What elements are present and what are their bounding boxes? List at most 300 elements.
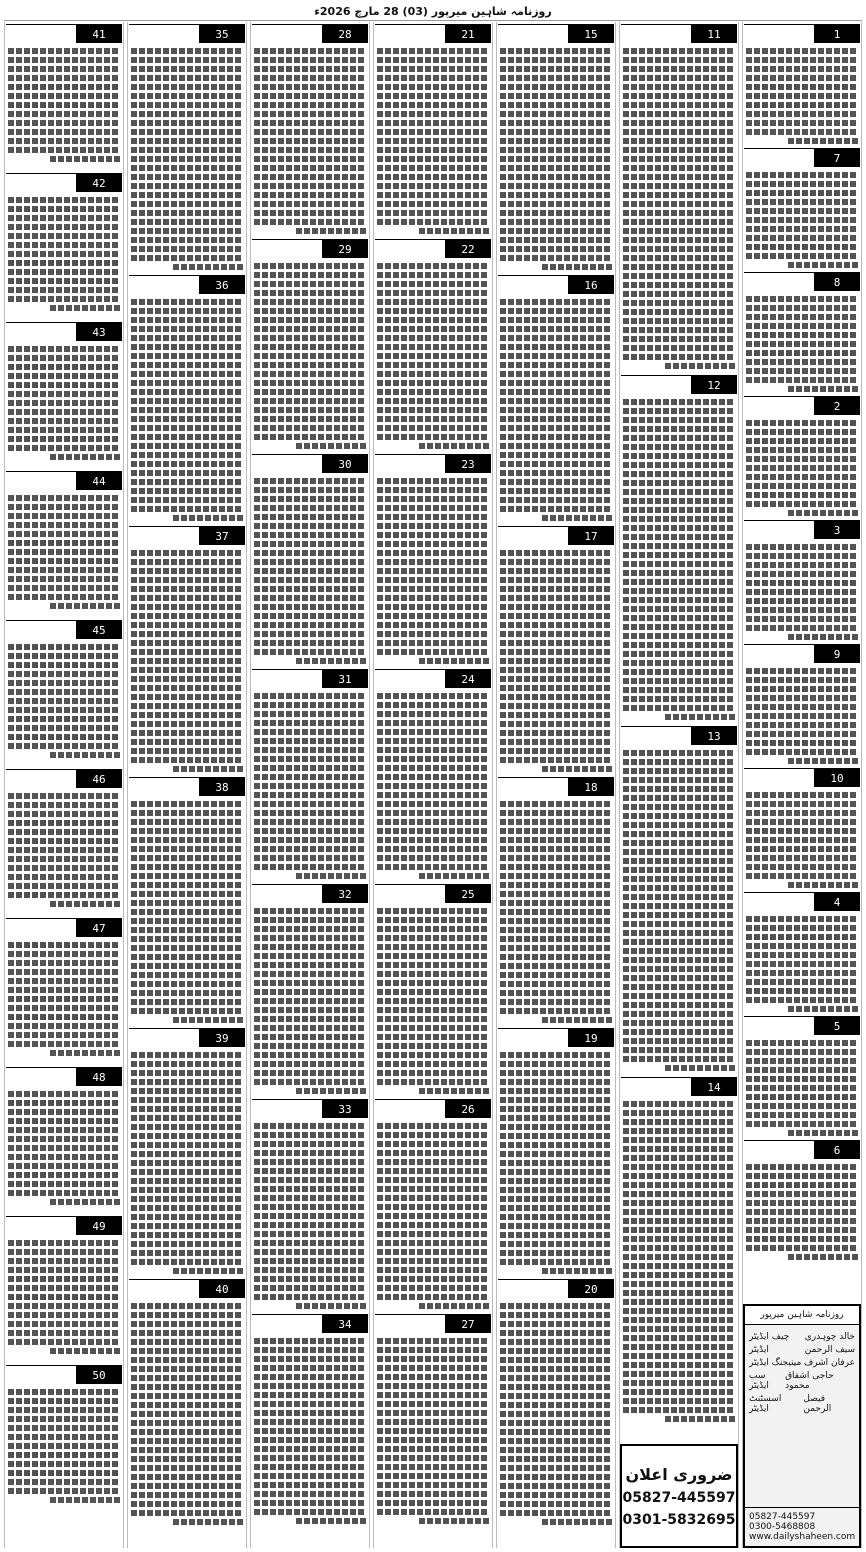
text-line (377, 1482, 489, 1488)
text-line (254, 1401, 366, 1407)
text-line (254, 1285, 366, 1291)
text-line (500, 757, 612, 763)
text-line (623, 543, 735, 549)
text-line (623, 309, 735, 315)
text-line (173, 766, 243, 772)
story-number-badge: 19 (568, 1029, 614, 1047)
text-line (8, 585, 120, 591)
text-line (254, 210, 366, 216)
story-number-badge: 6 (814, 1141, 860, 1159)
text-line (623, 894, 735, 900)
text-line (377, 183, 489, 189)
text-line (254, 1016, 366, 1022)
text-line (377, 201, 489, 207)
text-line (8, 874, 120, 880)
masthead-value: خالد چوہدری (804, 1332, 855, 1342)
text-line (623, 1155, 735, 1161)
text-line (623, 678, 735, 684)
story-number-badge: 8 (814, 273, 860, 291)
text-line (746, 979, 858, 985)
story-number-badge: 29 (322, 240, 368, 258)
text-line (131, 1151, 243, 1157)
text-line (500, 1106, 612, 1112)
text-line (254, 425, 366, 431)
text-line (131, 1366, 243, 1372)
text-line (377, 290, 489, 296)
text-line (623, 759, 735, 765)
text-line (500, 1429, 612, 1435)
text-line (254, 398, 366, 404)
story-number-badge: 36 (199, 276, 245, 294)
story-text-lines (375, 455, 491, 664)
text-line (746, 792, 858, 798)
text-line (131, 1348, 243, 1354)
story-text-lines (252, 670, 368, 879)
text-line (500, 1492, 612, 1498)
masthead-phone: 05827-445597 (749, 1512, 816, 1522)
text-line (746, 864, 858, 870)
text-line (500, 201, 612, 207)
text-line (131, 371, 243, 377)
text-line (254, 1034, 366, 1040)
text-line (500, 183, 612, 189)
text-line (623, 885, 735, 891)
text-line (377, 48, 489, 54)
text-line (746, 1094, 858, 1100)
text-line (50, 1050, 120, 1056)
text-line (623, 291, 735, 297)
text-line (500, 1393, 612, 1399)
text-line (131, 1465, 243, 1471)
text-line (419, 1303, 489, 1309)
text-line (500, 228, 612, 234)
story-text-lines (6, 323, 122, 460)
text-line (377, 864, 489, 870)
text-line (131, 1214, 243, 1220)
text-line (254, 389, 366, 395)
text-line (500, 102, 612, 108)
text-line (8, 1303, 120, 1309)
text-line (746, 1227, 858, 1233)
text-line (623, 237, 735, 243)
news-story (6, 1216, 122, 1363)
text-line (623, 273, 735, 279)
text-line (623, 264, 735, 270)
story-number-badge: 41 (76, 25, 122, 43)
text-line (623, 516, 735, 522)
text-line (131, 443, 243, 449)
text-line (131, 1052, 243, 1058)
text-line (131, 174, 243, 180)
stories (374, 24, 492, 1527)
text-line (500, 1339, 612, 1345)
story-text-lines (6, 174, 122, 311)
story-text-lines (129, 1280, 245, 1525)
text-line (500, 506, 612, 512)
text-line (254, 622, 366, 628)
text-line (377, 711, 489, 717)
text-line (788, 1254, 858, 1260)
text-line (8, 1407, 120, 1413)
text-line (254, 1141, 366, 1147)
text-line (623, 1227, 735, 1233)
text-line (131, 156, 243, 162)
story-number-badge: 22 (445, 240, 491, 258)
text-line (623, 282, 735, 288)
text-line (8, 734, 120, 740)
text-line (746, 447, 858, 453)
text-line (8, 793, 120, 799)
text-line (131, 855, 243, 861)
text-line (500, 192, 612, 198)
text-line (254, 729, 366, 735)
masthead-box (743, 1304, 861, 1548)
masthead-web[interactable]: www.dailyshaheen.com (749, 1532, 856, 1542)
story-text-lines (621, 727, 737, 1071)
text-line (746, 190, 858, 196)
text-line (623, 1020, 735, 1026)
text-line (746, 855, 858, 861)
text-line (254, 1150, 366, 1156)
story-text-lines (498, 527, 614, 772)
text-line (419, 1518, 489, 1524)
text-line (254, 532, 366, 538)
text-line (623, 921, 735, 927)
stories (128, 24, 246, 1528)
text-line (8, 838, 120, 844)
text-line (254, 326, 366, 332)
text-line (623, 669, 735, 675)
text-line (8, 120, 120, 126)
text-line (746, 1112, 858, 1118)
text-line (500, 712, 612, 718)
text-line (254, 819, 366, 825)
column-6 (127, 22, 247, 1548)
text-line (746, 483, 858, 489)
text-line (8, 206, 120, 212)
story-text-lines (375, 25, 491, 234)
text-line (500, 631, 612, 637)
masthead-row (749, 1332, 855, 1342)
text-line (377, 962, 489, 968)
text-line (500, 84, 612, 90)
text-line (8, 382, 120, 388)
text-line (377, 1159, 489, 1165)
text-line (50, 454, 120, 460)
text-line (8, 856, 120, 862)
text-line (131, 631, 243, 637)
text-line (623, 615, 735, 621)
text-line (8, 346, 120, 352)
text-line (500, 1474, 612, 1480)
text-line (8, 987, 120, 993)
story-text-lines (252, 1315, 368, 1524)
text-line (254, 290, 366, 296)
text-line (377, 1267, 489, 1273)
text-line (377, 1347, 489, 1353)
story-text-lines (375, 240, 491, 449)
story-text-lines (375, 1100, 491, 1309)
text-line (377, 1446, 489, 1452)
text-line (623, 1407, 735, 1413)
text-line (254, 93, 366, 99)
text-line (8, 540, 120, 546)
text-line (254, 738, 366, 744)
masthead-label: سب ایڈیٹر (749, 1371, 769, 1391)
story-text-lines (6, 472, 122, 609)
masthead-row (749, 1358, 855, 1368)
text-line (665, 1065, 735, 1071)
text-line (500, 882, 612, 888)
text-line (788, 634, 858, 640)
text-line (665, 363, 735, 369)
text-line (8, 1470, 120, 1476)
text-line (500, 111, 612, 117)
text-line (377, 1428, 489, 1434)
text-line (500, 694, 612, 700)
text-line (623, 210, 735, 216)
text-line (254, 559, 366, 565)
story-text-lines (129, 1029, 245, 1274)
text-line (131, 1250, 243, 1256)
masthead-label: مینیجنگ ایڈیٹر (749, 1358, 802, 1368)
text-line (500, 1312, 612, 1318)
text-line (8, 400, 120, 406)
text-line (131, 1357, 243, 1363)
text-line (623, 696, 735, 702)
text-line (623, 399, 735, 405)
text-line (623, 552, 735, 558)
text-line (254, 380, 366, 386)
text-line (542, 1017, 612, 1023)
text-line (500, 237, 612, 243)
text-line (254, 1195, 366, 1201)
news-story (129, 1279, 245, 1528)
text-line (623, 156, 735, 162)
text-line (623, 597, 735, 603)
text-line (131, 1196, 243, 1202)
text-line (377, 523, 489, 529)
text-line (500, 308, 612, 314)
text-line (623, 858, 735, 864)
text-line (746, 1076, 858, 1082)
text-line (131, 1402, 243, 1408)
text-line (377, 156, 489, 162)
text-line (623, 849, 735, 855)
text-line (377, 138, 489, 144)
text-line (8, 1109, 120, 1115)
text-line (377, 362, 489, 368)
text-line (377, 1034, 489, 1040)
text-line (254, 1374, 366, 1380)
text-line (296, 443, 366, 449)
text-line (377, 1061, 489, 1067)
text-line (8, 1005, 120, 1011)
text-line (377, 738, 489, 744)
text-line (500, 1187, 612, 1193)
text-line (500, 721, 612, 727)
text-line (665, 1416, 735, 1422)
news-story (621, 1077, 737, 1426)
text-line (377, 622, 489, 628)
text-line (131, 308, 243, 314)
story-number-badge: 39 (199, 1029, 245, 1047)
text-line (623, 1299, 735, 1305)
text-line (500, 93, 612, 99)
text-line (8, 820, 120, 826)
text-line (8, 287, 120, 293)
text-line (131, 810, 243, 816)
text-line (254, 774, 366, 780)
text-line (500, 1232, 612, 1238)
masthead-top: روزنامہ شاہین میرپور (745, 1306, 859, 1325)
news-story (375, 239, 491, 452)
text-line (8, 427, 120, 433)
text-line (254, 174, 366, 180)
news-story (129, 777, 245, 1026)
text-line (746, 801, 858, 807)
text-line (131, 1339, 243, 1345)
text-line (8, 278, 120, 284)
text-line (254, 111, 366, 117)
text-line (8, 1425, 120, 1431)
text-line (8, 576, 120, 582)
text-line (542, 1268, 612, 1274)
text-line (131, 739, 243, 745)
text-line (623, 1245, 735, 1251)
text-line (8, 513, 120, 519)
text-line (500, 658, 612, 664)
text-line (377, 425, 489, 431)
news-story (6, 918, 122, 1065)
text-line (8, 233, 120, 239)
text-line (500, 1151, 612, 1157)
text-line (746, 102, 858, 108)
text-line (623, 939, 735, 945)
news-story (744, 892, 860, 1014)
text-line (254, 129, 366, 135)
text-line (500, 1196, 612, 1202)
text-line (746, 819, 858, 825)
text-line (500, 129, 612, 135)
text-line (788, 138, 858, 144)
text-line (746, 1245, 858, 1251)
text-line (131, 1160, 243, 1166)
text-line (8, 522, 120, 528)
text-line (8, 996, 120, 1002)
text-line (8, 93, 120, 99)
text-line (623, 930, 735, 936)
text-line (623, 813, 735, 819)
text-line (500, 810, 612, 816)
text-line (131, 344, 243, 350)
text-line (131, 900, 243, 906)
text-line (377, 478, 489, 484)
text-line (623, 354, 735, 360)
text-line (131, 147, 243, 153)
news-story (744, 396, 860, 518)
text-line (623, 903, 735, 909)
text-line (8, 1032, 120, 1038)
text-line (377, 129, 489, 135)
text-line (746, 873, 858, 879)
text-line (131, 990, 243, 996)
text-line (254, 1509, 366, 1515)
text-line (500, 945, 612, 951)
text-line (500, 846, 612, 852)
text-line (131, 649, 243, 655)
news-story (621, 726, 737, 1075)
text-line (8, 969, 120, 975)
news-story (375, 1099, 491, 1312)
news-story (744, 1140, 860, 1262)
story-text-lines (375, 885, 491, 1094)
column-5 (250, 22, 370, 1548)
text-line (254, 1410, 366, 1416)
text-line (746, 925, 858, 931)
text-line (500, 1375, 612, 1381)
text-line (50, 1497, 120, 1503)
text-line (623, 1056, 735, 1062)
column-3 (496, 22, 616, 1548)
text-line (377, 783, 489, 789)
text-line (377, 917, 489, 923)
news-story (375, 1314, 491, 1527)
text-line (254, 371, 366, 377)
text-line (254, 75, 366, 81)
text-line (254, 1482, 366, 1488)
text-line (377, 837, 489, 843)
text-line (131, 1223, 243, 1229)
text-line (131, 685, 243, 691)
text-line (377, 1285, 489, 1291)
text-line (254, 1132, 366, 1138)
story-number-badge: 50 (76, 1366, 122, 1384)
text-line (131, 1321, 243, 1327)
text-line (8, 1330, 120, 1336)
text-line (254, 864, 366, 870)
text-line (746, 668, 858, 674)
text-line (254, 1455, 366, 1461)
text-line (500, 299, 612, 305)
text-line (623, 786, 735, 792)
text-line (623, 453, 735, 459)
text-line (8, 1389, 120, 1395)
text-line (8, 1100, 120, 1106)
text-line (131, 1187, 243, 1193)
text-line (8, 391, 120, 397)
text-line (254, 568, 366, 574)
news-story (6, 322, 122, 469)
text-line (500, 1142, 612, 1148)
text-line (623, 84, 735, 90)
text-line (254, 156, 366, 162)
text-line (8, 418, 120, 424)
text-line (665, 714, 735, 720)
text-line (746, 686, 858, 692)
story-number-badge: 2 (814, 397, 860, 415)
text-line (131, 1097, 243, 1103)
text-line (131, 479, 243, 485)
text-line (500, 174, 612, 180)
text-line (623, 336, 735, 342)
text-line (500, 586, 612, 592)
text-line (254, 604, 366, 610)
text-line (254, 1204, 366, 1210)
text-line (254, 1177, 366, 1183)
column-7 (4, 22, 124, 1548)
text-line (254, 1222, 366, 1228)
